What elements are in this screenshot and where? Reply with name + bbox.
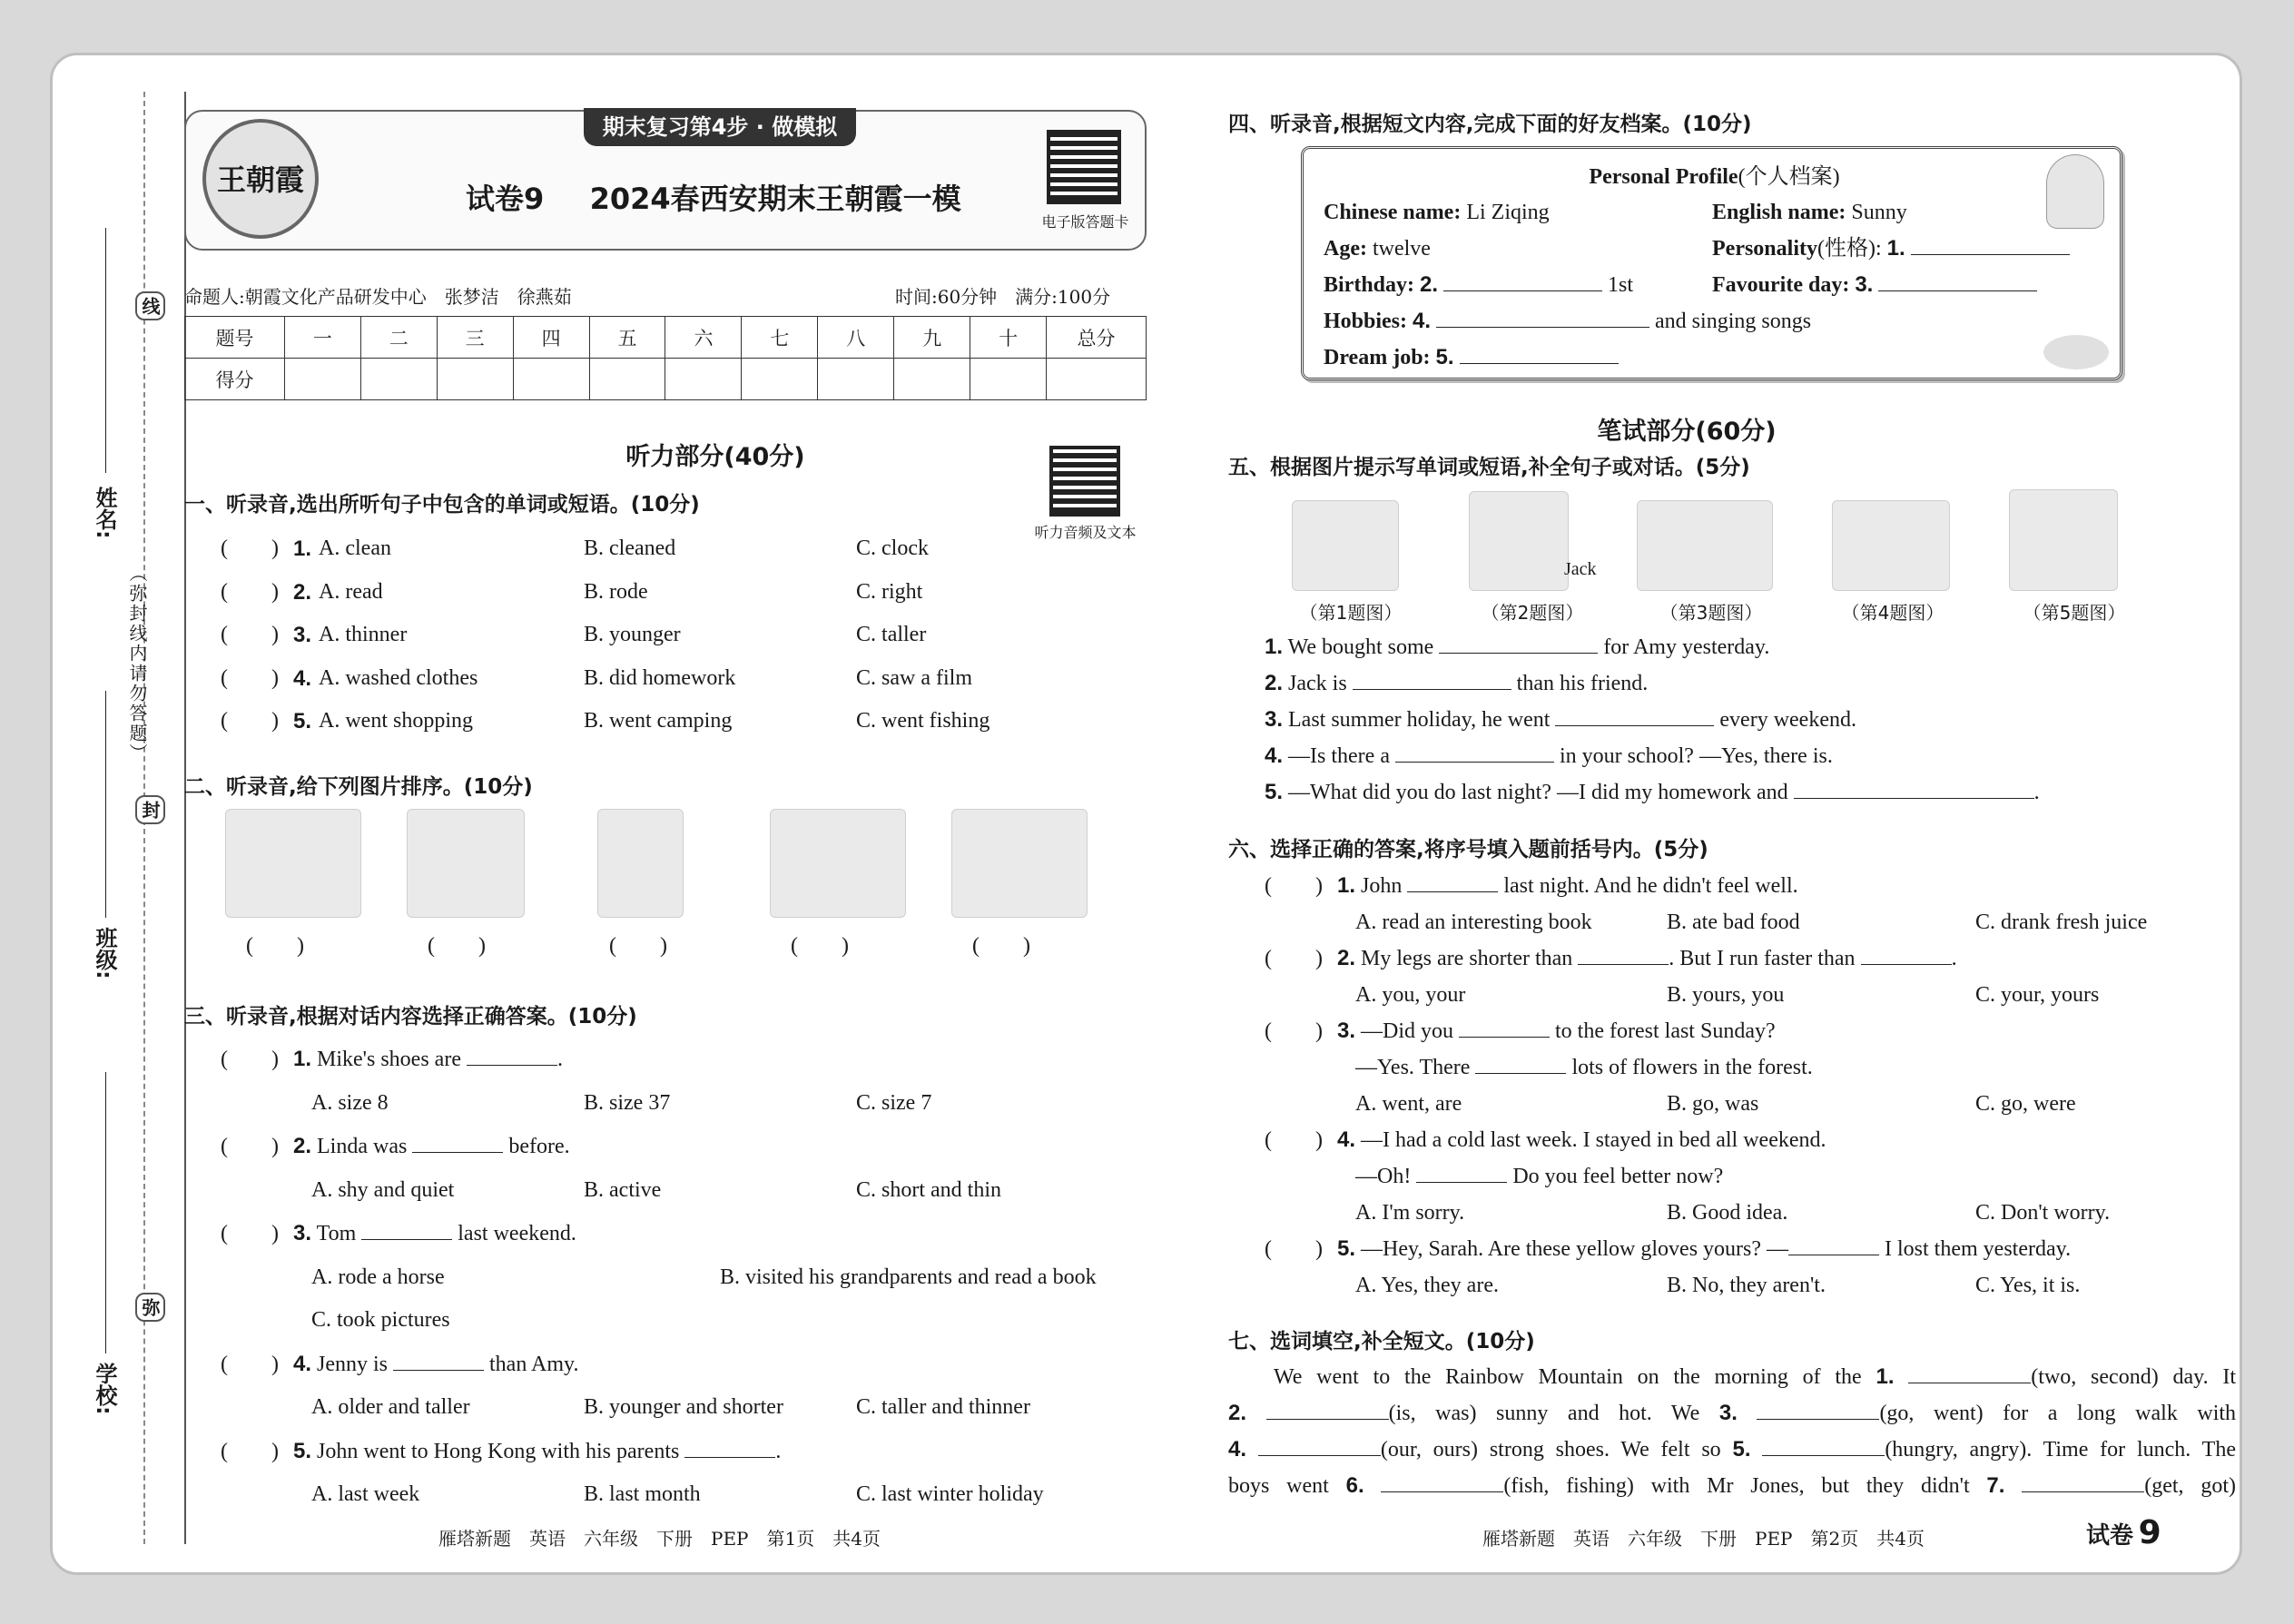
question-text: .	[775, 1439, 782, 1463]
answer-blank[interactable]	[1555, 704, 1714, 726]
section-3-title: 三、听录音,根据对话内容选择正确答案。(10分)	[184, 1005, 637, 1029]
question-row: 4. —Is there a in your school? —Yes, there is.	[1265, 738, 2136, 774]
option-c: C. taller and thinner	[856, 1395, 1030, 1419]
order-paren-3[interactable]: ( )	[609, 934, 667, 958]
answer-blank[interactable]	[1459, 1016, 1550, 1038]
option-c: C. went fishing	[856, 709, 990, 733]
question-text: Tom	[316, 1222, 357, 1245]
passage-line: 2. (is, was) sunny and hot. We 3. (go, went) for a long walk with	[1228, 1395, 2236, 1432]
option-b: B. younger	[584, 623, 681, 646]
favourite-day-blank[interactable]	[1878, 270, 2037, 291]
question-row	[221, 571, 1083, 615]
section-6-list	[1265, 868, 2172, 1304]
answer-blank[interactable]	[1395, 741, 1554, 763]
option-a: A. rode a horse	[311, 1265, 445, 1289]
seal-label-line: 线	[135, 291, 165, 320]
exam-number: 试卷9	[466, 182, 545, 216]
question-row: 5. —What did you do last night? —I did my homework and .	[1265, 774, 2136, 811]
option-a: A. clean	[319, 536, 391, 560]
profile-title-en: Personal Profile	[1589, 165, 1738, 189]
answer-paren[interactable]: ( )	[221, 1048, 279, 1071]
question-row	[221, 1212, 1165, 1256]
picture-caption: （第5题图）	[2023, 602, 2126, 624]
question-number: 1.	[293, 536, 312, 561]
question-number: 2.	[293, 1134, 312, 1158]
picture-caption: （第4题图）	[1841, 602, 1944, 624]
question-number: 3.	[293, 1221, 312, 1245]
option-a: A. last week	[311, 1482, 420, 1506]
question-row	[221, 527, 1083, 571]
score-cell: 九	[894, 317, 970, 359]
score-input[interactable]	[589, 359, 665, 400]
answer-blank[interactable]	[1475, 1052, 1566, 1074]
score-cell: 一	[284, 317, 360, 359]
exam-page	[50, 53, 2242, 1575]
answer-blank[interactable]	[467, 1044, 557, 1066]
option-b: B. ate bad food	[1667, 910, 1800, 934]
options-row	[221, 1299, 1165, 1343]
question-text: than Amy.	[489, 1352, 579, 1376]
question-row	[221, 1038, 1165, 1082]
picture-caption: （第1题图）	[1299, 602, 1403, 624]
order-paren-4[interactable]: ( )	[791, 934, 849, 958]
score-cell: 十	[970, 317, 1047, 359]
option-b: B. yours, you	[1667, 983, 1785, 1007]
answer-paren[interactable]: ( )	[1265, 1237, 1323, 1261]
option-c: C. clock	[856, 536, 929, 560]
answer-blank[interactable]	[393, 1349, 484, 1371]
option-b: B. go, was	[1667, 1092, 1759, 1116]
answer-blank[interactable]	[1439, 632, 1598, 654]
score-input[interactable]	[970, 359, 1047, 400]
score-cell: 三	[437, 317, 513, 359]
answer-paren[interactable]: ( )	[1265, 874, 1323, 898]
score-table	[184, 316, 1147, 400]
score-input[interactable]	[360, 359, 437, 400]
score-input[interactable]	[513, 359, 589, 400]
dream-job: Dream job: 5.	[1324, 340, 2104, 376]
profile-title	[1304, 158, 2125, 190]
option-c: C. go, were	[1975, 1092, 2076, 1116]
score-cell: 总分	[1047, 317, 1147, 359]
answer-blank[interactable]	[361, 1218, 452, 1240]
option-a: A. thinner	[319, 623, 408, 646]
question-number: 2.	[293, 579, 312, 605]
answer-blank[interactable]	[1578, 943, 1669, 965]
answer-blank[interactable]	[1416, 1161, 1507, 1183]
answer-paren[interactable]: ( )	[221, 536, 279, 560]
option-b: B. Good idea.	[1667, 1201, 1788, 1225]
score-cell: 题号	[185, 317, 285, 359]
option-a: A. washed clothes	[319, 665, 478, 690]
score-input[interactable]	[665, 359, 742, 400]
option-c: C. took pictures	[311, 1308, 450, 1332]
option-c: C. size 7	[856, 1090, 932, 1115]
profile-row	[1324, 231, 2104, 267]
personality: Personality(性格): 1.	[1712, 231, 2070, 267]
answer-paren[interactable]: ( )	[221, 709, 279, 733]
section-5-title: 五、根据图片提示写单词或短语,补全句子或对话。(5分)	[1228, 456, 1750, 479]
section-5-list	[1265, 629, 2136, 811]
profile-row	[1324, 194, 2104, 231]
question-row	[221, 657, 1083, 701]
options-row	[1265, 1195, 2172, 1231]
profile-fields	[1324, 194, 2104, 376]
question-row: ( ) 4. —I had a cold last week. I stayed in bed all weekend.	[1265, 1122, 2172, 1158]
passage-line: boys went 6. (fish, fishing) with Mr Jones, but they didn't 7. (get, got)	[1228, 1468, 2236, 1504]
options-row	[221, 1169, 1165, 1213]
passage-line: 4. (our, ours) strong shoes. We felt so 5. (hungry, angry). Time for lunch. The	[1228, 1432, 2236, 1468]
section-6-title: 六、选择正确的答案,将序号填入题前括号内。(5分)	[1228, 838, 1708, 861]
option-a: A. I'm sorry.	[1355, 1201, 1465, 1225]
brand-name: 王朝霞	[815, 182, 903, 216]
answer-blank[interactable]	[1908, 1362, 2031, 1383]
question-text: Linda was	[317, 1135, 408, 1158]
score-input[interactable]	[818, 359, 894, 400]
question-row: —Yes. There lots of flowers in the forest.	[1265, 1049, 2172, 1086]
order-paren-5[interactable]: ( )	[972, 934, 1030, 958]
question-text: .	[556, 1048, 563, 1071]
score-cell: 得分	[185, 359, 285, 400]
score-input[interactable]	[1047, 359, 1147, 400]
question-row: —Oh! Do you feel better now?	[1265, 1158, 2172, 1195]
school-field[interactable]	[105, 1072, 106, 1353]
picture-caption: （第3题图）	[1659, 602, 1763, 624]
section-2-title: 二、听录音,给下列图片排序。(10分)	[184, 775, 533, 799]
picture-boy-fishing	[407, 809, 525, 918]
footer-right: 雁塔新题 英语 六年级 下册 PEP 第2页 共4页	[1482, 1528, 1925, 1550]
hobbies-blank[interactable]	[1436, 306, 1649, 328]
picture-kids-playing	[225, 809, 361, 918]
question-number: 1.	[293, 1047, 312, 1071]
writing-heading: 笔试部分(60分)	[1597, 418, 1777, 446]
option-a: A. read an interesting book	[1355, 910, 1592, 934]
option-b: B. did homework	[584, 665, 736, 690]
question-row	[221, 1125, 1165, 1169]
option-a: A. older and taller	[311, 1395, 470, 1419]
exam-badge	[2086, 1514, 2161, 1551]
question-text: Mike's shoes are	[317, 1048, 461, 1071]
school-label: 学校:	[92, 1363, 117, 1415]
question-row: ( ) 3. —Did you to the forest last Sunday?	[1265, 1013, 2172, 1049]
birthday: Birthday: 2. 1st	[1324, 267, 1712, 303]
question-number: 5.	[293, 1438, 312, 1463]
score-cell: 八	[818, 317, 894, 359]
score-cell: 四	[513, 317, 589, 359]
exam-title	[466, 176, 961, 218]
exam-authors: 命题人:朝霞文化产品研发中心 张梦洁 徐燕茹	[184, 286, 572, 308]
personality-blank[interactable]	[1911, 233, 2070, 255]
options-row	[1265, 977, 2172, 1013]
question-row: 3. Last summer holiday, he went every weekend.	[1265, 702, 2136, 738]
options-row	[221, 1256, 1165, 1300]
picture-family-travel	[951, 809, 1088, 918]
section-3-list	[221, 1038, 1165, 1517]
answer-paren[interactable]: ( )	[1265, 947, 1323, 970]
options-row	[1265, 1267, 2172, 1304]
score-cell: 二	[360, 317, 437, 359]
picture-caption: （第2题图）	[1481, 602, 1584, 624]
answer-paren[interactable]: ( )	[1265, 1128, 1323, 1152]
question-row	[221, 1343, 1165, 1387]
option-b: B. last month	[584, 1482, 701, 1506]
answer-paren[interactable]: ( )	[221, 1135, 279, 1158]
options-row	[221, 1386, 1165, 1430]
header-banner: 期末复习第4步 · 做模拟	[584, 108, 856, 146]
option-b: B. size 37	[584, 1090, 671, 1115]
option-a: A. read	[319, 579, 383, 604]
score-cell: 七	[742, 317, 818, 359]
score-cell: 五	[589, 317, 665, 359]
answer-paren[interactable]: ( )	[221, 665, 279, 690]
option-b: B. rode	[584, 579, 648, 604]
section-1-list	[221, 527, 1083, 743]
picture-height-compare	[1469, 491, 1569, 591]
question-row	[221, 614, 1083, 657]
score-input[interactable]	[894, 359, 970, 400]
option-c: C. Don't worry.	[1975, 1201, 2111, 1225]
options-row	[1265, 1086, 2172, 1122]
question-row: 1. We bought some for Amy yesterday.	[1265, 629, 2136, 665]
exam-time: 时间:60分钟 满分:100分	[895, 286, 1111, 308]
seal-label-mi: 弥	[135, 1293, 165, 1322]
class-label: 班级:	[92, 927, 117, 979]
options-row	[1265, 904, 2172, 940]
answer-blank[interactable]	[1381, 1471, 1503, 1492]
question-number: 3.	[293, 623, 312, 647]
option-c: C. Yes, it is.	[1975, 1274, 2081, 1297]
section-1-title: 一、听录音,选出所听句子中包含的单词或短语。(10分)	[184, 493, 700, 517]
score-table-header-row	[185, 317, 1147, 359]
answer-blank[interactable]	[1788, 1234, 1879, 1255]
option-c: C. saw a film	[856, 665, 972, 690]
answer-blank[interactable]	[1258, 1434, 1381, 1456]
answer-blank[interactable]	[1861, 943, 1952, 965]
option-c: C. drank fresh juice	[1975, 910, 2148, 934]
option-a: A. shy and quiet	[311, 1177, 455, 1202]
picture-girl-outdoors	[770, 809, 906, 918]
logo-text: 王朝霞	[216, 163, 304, 196]
seal-note: （弥封线内请勿答题）	[126, 564, 148, 763]
answer-paren[interactable]: ( )	[221, 623, 279, 646]
question-row: ( ) 5. —Hey, Sarah. Are these yellow gloves yours? — I lost them yesterday.	[1265, 1231, 2172, 1267]
score-cell: 六	[665, 317, 742, 359]
question-number: 5.	[293, 709, 312, 733]
question-row: ( ) 2. My legs are shorter than . But I run faster than .	[1265, 940, 2172, 977]
profile-row	[1324, 267, 2104, 303]
picture-tv-watching	[2009, 489, 2118, 591]
dream-job-blank[interactable]	[1460, 342, 1619, 364]
option-b: B. cleaned	[584, 536, 676, 560]
option-a: A. you, your	[1355, 983, 1466, 1007]
footer-left: 雁塔新题 英语 六年级 下册 PEP 第1页 共4页	[438, 1528, 881, 1550]
answer-blank[interactable]	[1266, 1398, 1389, 1420]
option-b: B. No, they aren't.	[1667, 1274, 1826, 1297]
answer-blank[interactable]	[1407, 871, 1498, 892]
exam-title-suffix: 一模	[902, 182, 961, 216]
question-text: before.	[508, 1135, 570, 1158]
score-table-score-row	[185, 359, 1147, 400]
binding-solid-line	[184, 92, 186, 1544]
exam-title-main: 2024春西安期末	[589, 182, 816, 216]
english-name: English name: Sunny	[1712, 201, 1907, 224]
section-7-passage	[1228, 1359, 2236, 1504]
favourite-day: Favourite day: 3.	[1712, 267, 2037, 303]
seal-label-seal: 封	[135, 795, 165, 824]
option-a: A. went, are	[1355, 1092, 1462, 1116]
picture-swimming	[1637, 500, 1773, 591]
answer-blank[interactable]	[412, 1131, 503, 1153]
qr-code-answer-card[interactable]	[1047, 130, 1121, 204]
listening-heading: 听力部分(40分)	[625, 443, 805, 471]
option-b: B. active	[584, 1177, 662, 1202]
age: Age: twelve	[1324, 237, 1431, 261]
order-paren-1[interactable]: ( )	[246, 934, 304, 958]
option-c: C. last winter holiday	[856, 1482, 1044, 1506]
option-a: A. Yes, they are.	[1355, 1274, 1499, 1297]
qr-caption-answer-card: 电子版答题卡	[1041, 213, 1129, 231]
answer-blank[interactable]	[1762, 1434, 1885, 1456]
passage-line: We went to the Rainbow Mountain on the morning of the 1. (two, second) day. It	[1228, 1359, 2236, 1395]
answer-paren[interactable]: ( )	[221, 579, 279, 604]
answer-paren[interactable]: ( )	[1265, 1019, 1323, 1043]
answer-blank[interactable]	[2022, 1471, 2144, 1492]
jack-label: Jack	[1564, 559, 1597, 579]
profile-title-cn: (个人档案)	[1738, 165, 1840, 189]
answer-paren[interactable]: ( )	[221, 1439, 279, 1463]
option-c: C. taller	[856, 623, 927, 646]
class-field[interactable]	[105, 691, 106, 918]
profile-card	[1301, 146, 2122, 380]
option-b: B. went camping	[584, 709, 733, 733]
question-row: 2. Jack is than his friend.	[1265, 665, 2136, 702]
picture-two-children	[597, 809, 684, 918]
answer-blank[interactable]	[1794, 777, 2034, 799]
question-row	[221, 1430, 1165, 1474]
birthday-blank[interactable]	[1443, 270, 1602, 291]
score-input[interactable]	[284, 359, 360, 400]
hobbies: Hobbies: 4. and singing songs	[1324, 303, 2104, 340]
logo	[202, 119, 319, 239]
question-row: ( ) 1. John last night. And he didn't feel well.	[1265, 868, 2172, 904]
section-7-title: 七、选词填空,补全短文。(10分)	[1228, 1330, 1535, 1353]
question-text: last weekend.	[458, 1222, 576, 1245]
exam-badge-number: 9	[2138, 1514, 2161, 1551]
question-number: 4.	[293, 665, 312, 691]
score-input[interactable]	[742, 359, 818, 400]
option-b: B. visited his grandparents and read a book	[720, 1265, 1097, 1289]
name-field[interactable]	[105, 228, 106, 473]
picture-gift-box	[1292, 500, 1399, 591]
answer-paren[interactable]: ( )	[221, 1222, 279, 1245]
option-c: C. short and thin	[856, 1177, 1001, 1202]
picture-running-track	[1832, 500, 1950, 591]
answer-blank[interactable]	[684, 1436, 775, 1458]
answer-blank[interactable]	[1757, 1398, 1879, 1420]
options-row	[221, 1082, 1165, 1126]
qr-code-audio[interactable]	[1049, 446, 1120, 517]
option-a: A. went shopping	[319, 709, 474, 733]
option-c: C. your, yours	[1975, 983, 2100, 1007]
section-4-title: 四、听录音,根据短文内容,完成下面的好友档案。(10分)	[1228, 113, 1752, 136]
answer-blank[interactable]	[1353, 668, 1511, 690]
name-label: 姓名:	[92, 487, 117, 539]
question-text: John went to Hong Kong with his parents	[317, 1439, 680, 1463]
question-number: 4.	[293, 1351, 312, 1376]
option-b: B. younger and shorter	[584, 1395, 783, 1419]
score-input[interactable]	[437, 359, 513, 400]
chinese-name: Chinese name: Li Ziqing	[1324, 201, 1550, 224]
order-paren-2[interactable]: ( )	[428, 934, 486, 958]
option-c: C. right	[856, 579, 923, 604]
option-a: A. size 8	[311, 1090, 389, 1115]
question-row	[221, 700, 1083, 743]
question-text: Jenny is	[317, 1352, 389, 1376]
options-row	[221, 1473, 1165, 1517]
qr-caption-audio: 听力音频及文本	[1034, 524, 1137, 541]
exam-badge-label: 试卷	[2086, 1522, 2134, 1550]
answer-paren[interactable]: ( )	[221, 1352, 279, 1376]
